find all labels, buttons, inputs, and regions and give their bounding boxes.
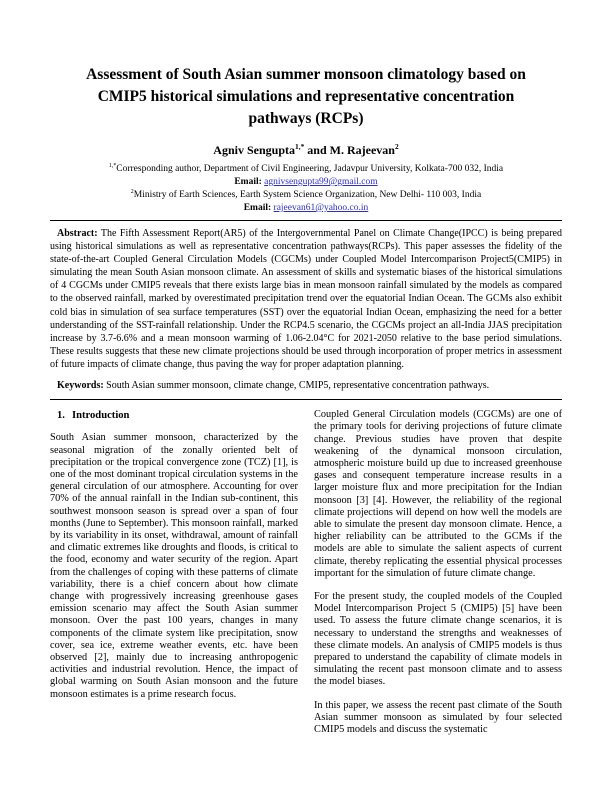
abstract-paragraph: [50, 227, 562, 371]
abstract-label: Abstract:: [57, 228, 98, 239]
email-line-2: [50, 202, 562, 215]
keywords-label: Keywords:: [57, 380, 104, 392]
left-column: [50, 409, 298, 736]
abstract-text: The Fifth Assessment Report(AR5) of the Intergovernmental Panel on Climate Change(IPCC) is being prepared using historical simulations as well as representative concentration pathways(RCPs). This paper assesses the fidelity of the state-of-the-art Coupled General Circulation Models (CGCMs) under Coupled Model Intercomparison Project5(CMIP5) in simulating the mean South Asian monsoon climate. An assessment of skills and systematic biases of the historical simulations of 4 CGCMs under CMIP5 reveals that there exists large bias in mean monsoon rainfall simulated by the models as compared to the observed rainfall, marked by overestimated precipitation trend over the equatorial Indian Ocean. The GCMs also exhibit cold bias in simulation of sea surface temperatures (SST) over the equatorial Indian Ocean, emphasizing the need for a better understanding of the SST-rainfall relationship. Under the RCP4.5 scenario, the CGCMs project an all-India JJAS precipitation increase by 3.7-6.6% and a mean monsoon warming of 1.06-2.04°C for 2021-2050 relative to the base period simulations. These results suggests that these new climate projections should be used through incorporation of proper metrics in assessment of future impacts of climate change, thus paving the way for proper adaptation planning.: [50, 228, 562, 370]
author-name-1: Agniv Sengupta: [213, 143, 295, 157]
section-title: Introduction: [71, 410, 130, 422]
affiliation-2-superscript: 2: [130, 188, 134, 195]
body-paragraph-2: Coupled General Circulation models (CGCMs) are one of the primary tools for deriving projections of future climate change. Previous studies have proven that despite weakening of the dynamical monsoon circulation, atmospheric moisture build up due to increased greenhouse gases and consequent temperature increase results in a larger moisture flux and more precipitation for the Indian monsoon [3] [4]. However, the reliability of the regional climate projections will depend on how well the models are able to simulate the present day monsoon climate. Hence, a higher reliability can be attributed to the GCMs if the models are able to simulate the salient aspects of current climate, thereby replicating the essential physical processes important for the simulation of future climate change.: [314, 409, 562, 579]
title-line-1: Assessment of South Asian summer monsoon climatology based on: [86, 66, 526, 83]
affiliation-1-text: Corresponding author, Department of Civil Engineering, Jadavpur University, Kolkata-700 032, India: [116, 164, 504, 174]
authors-connector: and: [304, 143, 330, 157]
email-label-2: Email:: [243, 203, 272, 213]
email-link-second-author[interactable]: rajeevan61@yahoo.co.in: [273, 203, 369, 213]
two-column-body: [50, 409, 562, 736]
affiliation-line-1: [50, 163, 562, 176]
email-link-corresponding-author[interactable]: agnivsengupta99@gmail.com: [264, 177, 378, 187]
authors-line: [50, 142, 562, 158]
affiliation-2-text: Ministry of Earth Sciences, Earth System Science Organization, New Delhi- 110 003, India: [133, 190, 482, 200]
divider-below-keywords: [50, 399, 562, 400]
email-label-1: Email:: [234, 177, 262, 187]
author-1-superscript: 1,*: [295, 142, 305, 151]
title-line-2: CMIP5 historical simulations and representative concentration: [97, 88, 515, 105]
body-paragraph-3: For the present study, the coupled models of the Coupled Model Intercomparison Project 5 (CMIP5) [5] have been used. To assess the future climate change scenarios, it is necessary to understand the strengths and weaknesses of these climate models. An analysis of CMIP5 models is thus prepared to understand the capability of climate models in simulating the recent past monsoon climate and to assess the model biases.: [314, 590, 562, 688]
section-number: 1.: [57, 410, 65, 422]
author-name-2: M. Rajeevan: [329, 143, 395, 157]
body-paragraph-4: In this paper, we assess the recent past climate of the South Asian summer monsoon as simulated by four selected CMIP5 models and discuss the systematic: [314, 699, 562, 735]
affiliations-block: [50, 163, 562, 215]
author-2-superscript: 2: [394, 142, 399, 151]
affiliation-1-superscript: 1,*: [108, 162, 117, 169]
title-line-3: pathways (RCPs): [248, 110, 364, 127]
affiliation-line-2: [50, 189, 562, 202]
email-line-1: [50, 176, 562, 189]
keywords-line: [50, 379, 562, 392]
body-paragraph-1: South Asian summer monsoon, characterized by the seasonal migration of the zonally oriented belt of precipitation or the tropical convergence zone (TCZ) [1], is one of the most dominant tropical circulation systems in the general circulation of our atmosphere. Accounting for over 70% of the annual rainfall in the Indian sub-continent, this southwest monsoon season is spread over a span of four months (June to September). This monsoon rainfall, marked by its variability in its onset, withdrawal, amount of rainfall and climatic extremes like droughts and floods, is critical to the food, economy and water security of the region. Apart from the challenges of coping with these patterns of climate variability, there is a chief concern about how climate change with progressively increasing greenhouse gases emission scenario may affect the South Asian summer monsoon. Over the past 100 years, changes in many components of the climate system like precipitation, snow cover, sea ice, extreme weather events, etc. have been observed [2], mainly due to increasing anthropogenic activities and industrial revolution. Hence, the impact of global warming on South Asian monsoon and the future monsoon estimates is a prime research focus.: [50, 432, 298, 700]
paper-title: [50, 64, 562, 130]
divider-above-abstract: [50, 220, 562, 221]
keywords-text: South Asian summer monsoon, climate change, CMIP5, representative concentration pathways.: [106, 380, 490, 392]
section-heading-introduction: [57, 410, 298, 422]
right-column: [314, 409, 562, 736]
